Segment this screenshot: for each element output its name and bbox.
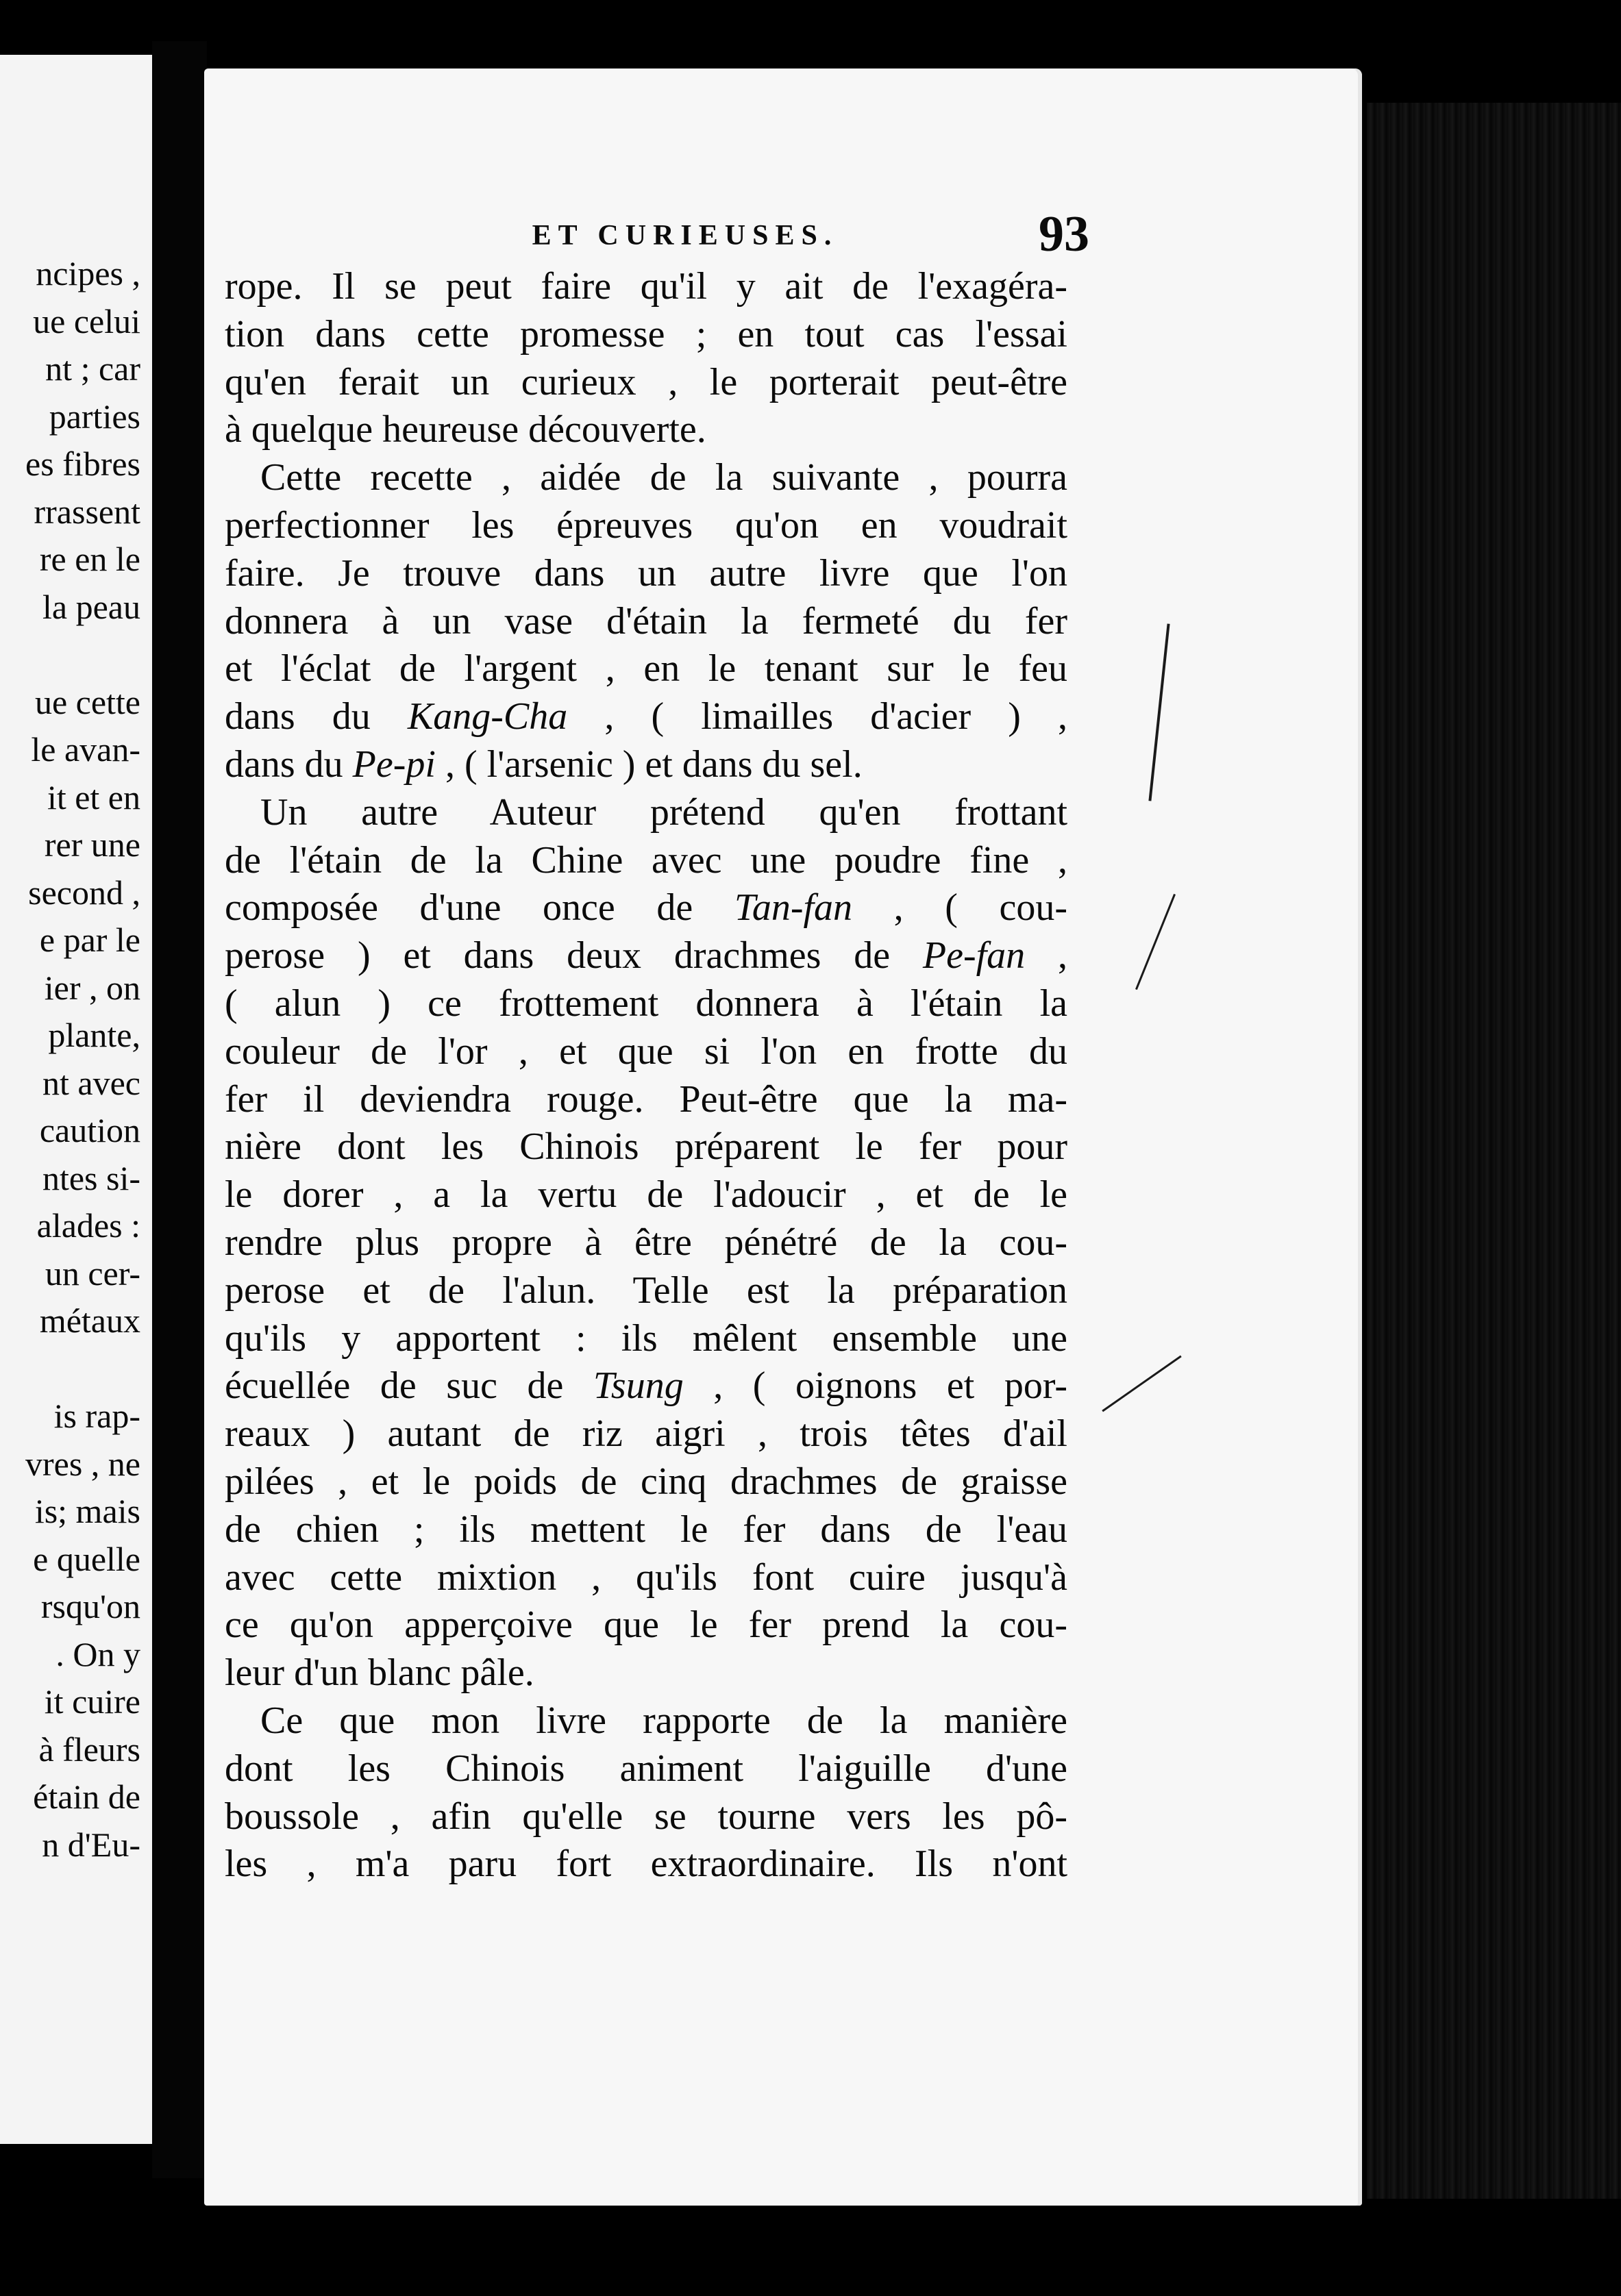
- facing-page-line: ier , on: [44, 968, 140, 1007]
- text-line: qu'ils y apportent : ils mêlent ensemble une: [225, 1317, 1067, 1360]
- facing-page-line: . On y: [55, 1634, 140, 1673]
- facing-page-line: métaux: [39, 1301, 140, 1340]
- text-run: , ( oignons et por-: [683, 1364, 1067, 1408]
- text-line: Cette recette , aidée de la suivante , pourra: [260, 456, 1067, 499]
- text-line: de chien ; ils mettent le fer dans de l'eau: [225, 1508, 1067, 1551]
- text-line: nière dont les Chinois préparent le fer pour: [225, 1125, 1067, 1169]
- facing-page-line: vres , ne: [25, 1444, 140, 1483]
- text-line: couleur de l'or , et que si l'on en frotte du: [225, 1030, 1067, 1073]
- facing-page-line: e par le: [39, 921, 140, 959]
- text-line: rope. Il se peut faire qu'il y ait de l'exagéra-: [225, 265, 1067, 308]
- page-edge-strip: [1367, 103, 1621, 2199]
- facing-page-line: [0, 631, 140, 679]
- text-line: [225, 932, 1067, 980]
- facing-page-text: [0, 250, 140, 1869]
- facing-page-line: e quelle: [33, 1539, 140, 1578]
- facing-page-line: le avan-: [31, 730, 140, 769]
- italic-term: Kang-Cha: [407, 695, 568, 738]
- text-line: fer il deviendra rouge. Peut-être que la ma-: [225, 1077, 1067, 1121]
- facing-page-line: un cer-: [45, 1253, 140, 1293]
- text-run: composée d'une once de: [225, 886, 734, 929]
- facing-page-line: étain de: [33, 1777, 140, 1816]
- text-line: perfectionner les épreuves qu'on en voudrait: [225, 503, 1067, 547]
- text-line: faire. Je trouve dans un autre livre que l'on: [225, 551, 1067, 595]
- page-number: 93: [1039, 206, 1089, 262]
- facing-page-line: nt ; car: [45, 349, 140, 388]
- text-line: ( alun ) ce frottement donnera à l'étain la: [225, 982, 1067, 1025]
- running-head: ET CURIEUSES.: [532, 220, 839, 251]
- text-line: Un autre Auteur prétend qu'en frottant: [260, 790, 1067, 834]
- text-line: donnera à un vase d'étain la fermeté du fer: [225, 599, 1067, 642]
- text-line: et l'éclat de l'argent , en le tenant sur le feu: [225, 647, 1067, 690]
- text-line: ce qu'on apperçoive que le fer prend la cou-: [225, 1604, 1067, 1647]
- facing-page-line: ue cette: [34, 682, 140, 721]
- text-run: dans du: [225, 695, 408, 738]
- italic-term: Tan-fan: [734, 886, 853, 929]
- body-text: [225, 263, 1067, 1888]
- facing-page-line: plante,: [48, 1016, 140, 1054]
- facing-page-line: ue celui: [33, 301, 140, 340]
- text-line: dont les Chinois animent l'aiguille d'une: [225, 1747, 1067, 1790]
- text-run: dans du: [225, 743, 353, 786]
- facing-page-line: it et en: [47, 777, 140, 816]
- facing-page-line: ntes si-: [42, 1158, 140, 1197]
- facing-page-line: caution: [39, 1111, 140, 1149]
- text-line: tion dans cette promesse ; en tout cas l'essai: [225, 312, 1067, 355]
- facing-page-line: is; mais: [34, 1492, 140, 1530]
- facing-page-line: it cuire: [44, 1682, 140, 1721]
- text-line: boussole , afin qu'elle se tourne vers les pô-: [225, 1795, 1067, 1838]
- text-line: Ce que mon livre rapporte de la manière: [260, 1699, 1067, 1742]
- text-line: le dorer , a la vertu de l'adoucir , et de le: [225, 1173, 1067, 1216]
- facing-page-line: second ,: [28, 873, 140, 912]
- facing-page-line: re en le: [39, 540, 140, 578]
- text-line: de l'étain de la Chine avec une poudre fine ,: [225, 838, 1067, 882]
- book-gutter: [152, 41, 207, 2178]
- facing-page-line: parties: [49, 397, 140, 436]
- text-line: les , m'a paru fort extraordinaire. Ils n'ont: [225, 1843, 1067, 1886]
- text-run: , ( limailles d'acier ) ,: [567, 695, 1067, 738]
- text-line: perose et de l'alun. Telle est la préparation: [225, 1269, 1067, 1312]
- text-run: , ( cou-: [852, 886, 1067, 929]
- text-line: avec cette mixtion , qu'ils font cuire jusqu'à: [225, 1556, 1067, 1599]
- text-run: ,: [1025, 934, 1067, 977]
- facing-page-line: n d'Eu-: [42, 1825, 140, 1864]
- facing-page-line: rsqu'on: [40, 1587, 140, 1625]
- text-run: écuellée de suc de: [225, 1364, 593, 1408]
- text-line: reaux ) autant de riz aigri , trois têtes d'ail: [225, 1412, 1067, 1456]
- facing-page-line: [0, 1345, 140, 1393]
- facing-page-line: es fibres: [25, 445, 140, 483]
- text-line: à quelque heureuse découverte.: [225, 408, 706, 451]
- facing-page-line: nt avec: [42, 1063, 140, 1102]
- facing-page-line: is rap-: [53, 1397, 140, 1435]
- text-line: [225, 1362, 1067, 1410]
- facing-page-line: ncipes ,: [36, 254, 140, 292]
- facing-page-line: rrassent: [34, 492, 140, 531]
- italic-term: Pe-pi: [352, 743, 436, 786]
- text-line: leur d'un blanc pâle.: [225, 1651, 534, 1695]
- text-line: qu'en ferait un curieux , le porterait peut-être: [225, 360, 1067, 403]
- facing-page-left: [0, 55, 154, 2144]
- facing-page-line: la peau: [42, 587, 140, 626]
- text-line: pilées , et le poids de cinq drachmes de graisse: [225, 1460, 1067, 1503]
- text-line: [225, 741, 1067, 789]
- italic-term: Tsung: [593, 1364, 684, 1408]
- facing-page-line: à fleurs: [38, 1730, 140, 1769]
- text-line: [225, 693, 1067, 741]
- text-run: perose ) et dans deux drachmes de: [225, 934, 923, 977]
- facing-page-line: rer une: [44, 825, 140, 864]
- text-line: [225, 884, 1067, 932]
- text-run: , ( l'arsenic ) et dans du sel.: [435, 743, 863, 786]
- text-line: rendre plus propre à être pénétré de la cou-: [225, 1221, 1067, 1264]
- facing-page-line: alades :: [36, 1206, 140, 1245]
- italic-term: Pe-fan: [922, 934, 1026, 977]
